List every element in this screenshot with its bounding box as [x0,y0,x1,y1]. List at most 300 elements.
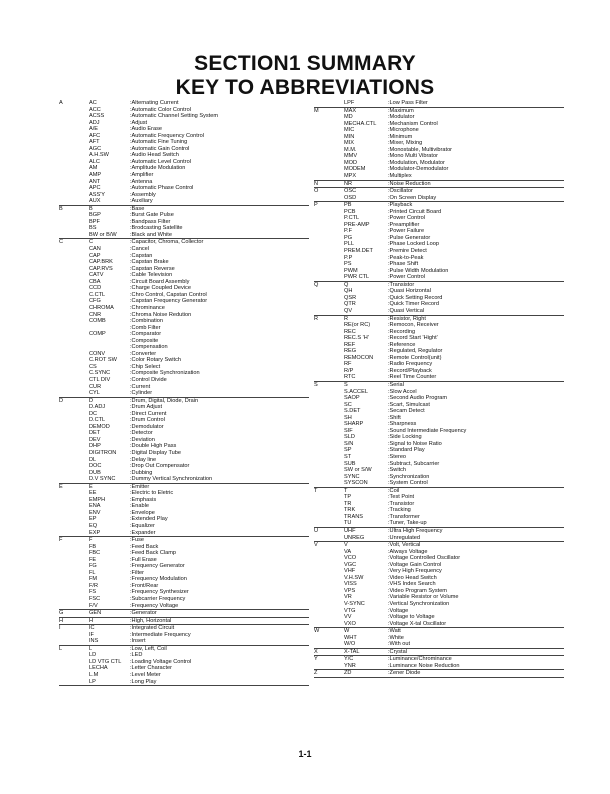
definition: :Serial [388,381,404,388]
abbreviation: VPS [344,587,356,594]
definition: :Frequency Voltage [130,602,179,609]
abbreviation: CS [89,363,97,370]
abbreviation: C.SYNC [89,370,111,377]
abbreviation: L [89,645,93,652]
group-letter [314,480,344,487]
definition: :With out [388,641,411,648]
abbreviation: EMPH [89,496,106,503]
abbreviation: PB [344,202,352,209]
abbreviation: ALC [89,158,100,165]
definition: :Cable Television [130,272,173,279]
abbreviation: REG [344,348,357,355]
group-letter [59,232,89,239]
definition: :Phase Locked Loop [388,241,440,248]
letter-group-q [314,282,564,316]
definition: :Full Erase [130,556,157,563]
abbreviation-row [59,530,309,537]
definition: :Antenna [130,178,153,185]
abbreviation: MIN [344,133,355,140]
definition: :Noise Reduction [388,180,431,187]
group-letter: A [59,100,63,106]
group-letter [314,274,344,281]
abbreviation: P.CTL [344,215,360,222]
abbreviation: DHP [89,443,101,450]
abbreviation: NR [344,180,353,187]
group-letter: R [314,315,319,322]
abbreviation: LD VTG CTL [89,658,122,665]
group-letter [314,195,344,202]
abbreviation: MAX [344,107,357,114]
abbreviation: SC [344,401,352,408]
definition: :Maximum [388,107,414,114]
group-letter [59,476,89,483]
letter-group-h [59,618,309,626]
abbreviation: PLL [344,241,354,248]
abbreviation: TRK [344,507,356,514]
definition: :Chrominance [130,304,165,311]
abbreviation: CTL DIV [89,376,111,383]
definition: :Enable [130,503,149,510]
abbreviation-column-right [314,100,564,678]
abbreviation: M.M. [344,146,357,153]
definition: :Scart, Simulcast [388,401,430,408]
definition: :Radio Frequency [388,361,433,368]
abbreviation: F [89,537,93,544]
definition: :Ultra High Frequency [388,528,443,534]
abbreviation: C [89,239,94,246]
abbreviation: AFT [89,139,100,146]
definition: :Frequency Modulation [130,576,187,583]
abbreviation: FM [89,576,98,583]
definition: :Feed Back [130,543,159,550]
definition: :Automatic Phase Control [130,185,194,192]
definition: :Alternating Current [130,100,179,106]
abbreviation: DEV [89,436,101,443]
abbreviation: ZD [344,670,352,677]
definition: :Multiplex [388,173,412,180]
group-letter: M [314,107,319,114]
definition: :Reel Time Counter [388,374,437,381]
definition: :Remocon, Receiver [388,322,439,329]
abbreviation: FBC [89,550,101,557]
abbreviation: FL [89,569,96,576]
definition: :Expander [130,529,156,536]
abbreviation: H [89,617,94,624]
letter-group-z [314,670,564,678]
definition: :Pulse Generator [388,234,431,241]
definition: :Playback [388,202,413,209]
abbreviation: VXO [344,620,356,627]
group-letter: P [314,202,318,209]
abbreviation: APC [89,185,101,192]
group-letter: U [314,528,319,534]
definition: :Reference [388,341,416,348]
abbreviation: PG [344,234,353,241]
definition: :Comparator [130,331,162,338]
abbreviation-row [314,663,564,670]
abbreviation: VTG [344,607,356,614]
definition: :Automatic Frequency Control [130,132,204,139]
definition: :Digital Display Tube [130,449,181,456]
definition: :Standard Play [388,447,425,454]
definition: :Synchronization [388,473,430,480]
abbreviation: PREM.DET [344,248,373,255]
abbreviation: X-TAL [344,648,360,655]
definition: :Equalizer [130,523,155,529]
definition: :Long Play [130,678,157,685]
letter-group-w [314,628,564,649]
abbreviation: PCB [344,208,356,215]
definition: :Current [130,383,151,390]
group-letter: T [314,487,318,494]
abbreviation: QH [344,288,353,295]
definition: :Delay line [130,456,157,463]
abbreviation: D [89,397,94,404]
letter-group-g [59,610,309,618]
definition: :Sound Intermediate Frequency [388,427,467,434]
definition: :Coil [388,487,400,494]
definition: :Generator [130,610,157,617]
abbreviation: DET [89,430,101,437]
abbreviation: MIX [344,140,354,147]
group-letter: H [59,617,64,624]
abbreviation: CBA [89,278,101,285]
abbreviation: CNR [89,311,102,318]
abbreviation: REF [344,341,356,348]
definition: :Burst Gate Pulse [130,212,174,219]
letter-group-v [314,542,564,628]
definition: :Voltage [388,607,409,614]
definition: :Second Audio Program [388,395,448,402]
abbreviation: SH [344,414,352,421]
abbreviation: V.H.SW [344,574,364,581]
abbreviation: C.CTL [89,291,106,298]
abbreviation: S.DET [344,408,361,415]
abbreviation: FE [89,556,97,563]
abbreviation: IC [89,625,95,632]
definition: :Double High Pass [130,443,177,450]
definition: :Insert [130,638,146,645]
definition: :Voltage Gain Control [388,561,442,568]
definition: :Capstan Brake [130,259,169,266]
abbreviation: VHF [344,568,356,575]
definition: :Emphasis [130,496,157,503]
abbreviation-row [314,100,564,107]
definition: :White [388,634,404,641]
abbreviation: OSD [344,194,357,201]
abbreviation: LD [89,652,97,659]
abbreviation: ADJ [89,119,100,126]
abbreviation: PRE-AMP [344,221,370,228]
abbreviation: L.M [89,672,99,679]
group-letter: O [314,188,319,195]
definition: :LED [130,652,143,659]
abbreviation: QV [344,307,353,314]
page-subtitle: KEY TO ABBREVIATIONS [175,76,435,99]
definition: :Frequency Synthesizer [130,589,189,596]
group-letter [59,638,89,645]
abbreviation-row [59,610,309,617]
abbreviation: MIC [344,127,355,134]
definition: :Record/Playback [388,367,432,374]
abbreviation: SIF [344,427,353,434]
definition: :Modulator [388,114,415,121]
abbreviation-row [314,274,564,281]
letter-group-t [314,488,564,528]
definition: :Letter Character [130,665,172,672]
group-letter: C [59,239,64,246]
abbreviation: CAP.BRK [89,259,113,266]
group-letter: X [314,648,318,655]
section-title: SECTION1 SUMMARY [194,52,416,75]
definition: :Printed Circuit Board [388,208,442,215]
abbreviation: VR [344,594,352,601]
definition: :Test Point [388,494,415,501]
abbreviation: COMB [89,318,106,325]
definition: :Color Rotary Switch [130,357,181,364]
abbreviation: EXP [89,529,101,536]
abbreviation: AMP [89,172,102,179]
definition: :Dubbing [130,469,153,476]
definition: :Volt, Vertical [388,542,421,549]
abbreviation: DL [89,456,97,463]
group-letter: Q [314,281,319,288]
definition: :Quick Setting Record [388,294,443,301]
abbreviation-row [59,618,309,625]
abbreviation: ASS'Y [89,191,105,198]
abbreviation: R/P [344,367,354,374]
definition: :Capstan [130,252,153,259]
definition: :Assembly [130,191,156,198]
definition: :Control Divide [130,376,167,383]
abbreviation: EP [89,516,97,523]
abbreviation-row [59,679,309,686]
definition: :Bandpass Filter [130,218,171,225]
abbreviation: VCO [344,555,357,562]
definition: :Low, Left, Coil [130,645,167,652]
abbreviation: TU [344,520,352,527]
abbreviation-row [59,476,309,483]
definition: :Combination [130,318,163,325]
abbreviation-row [314,670,564,677]
abbreviation: F/R [89,582,99,589]
abbreviation: SUB [344,460,356,467]
abbreviation: LPF [344,100,355,106]
abbreviation: CCD [89,285,102,292]
group-letter: N [314,180,319,187]
definition: :Switch [388,467,407,474]
letter-group-o [314,188,564,202]
abbreviation: P.P [344,254,353,261]
definition: :Automatic Level Control [130,158,191,165]
group-letter: D [59,397,64,404]
abbreviation: SYNC [344,473,360,480]
definition: :Electric to Eletric [130,490,174,497]
abbreviation: VISS [344,581,357,588]
definition: :Direct Current [130,410,167,417]
group-letter [59,390,89,397]
group-letter [314,621,344,628]
abbreviation: ANT [89,178,101,185]
definition: :Capacitor, Chroma, Collector [130,239,204,246]
abbreviation: BPF [89,218,100,225]
abbreviation: FSC [89,596,101,603]
abbreviation: BS [89,225,97,232]
definition: :Power Control [388,274,425,281]
definition: :Side Locking [388,434,422,441]
definition: :Sharpness [388,421,417,428]
abbreviation: AUX [89,198,101,205]
group-letter [314,663,344,670]
definition: :Capstan Frequency Generator [130,298,208,305]
letter-group-m [314,108,564,181]
definition: :Brodcasting Satellite [130,225,183,232]
abbreviation: FB [89,543,97,550]
abbreviation: FG [89,563,97,570]
group-letter: F [59,537,63,544]
abbreviation: ENV [89,509,101,516]
definition: :Mono Multi Vibrator [388,153,438,160]
abbreviation: T [344,487,348,494]
definition: :Drum, Digital, Diode, Drain [130,397,199,404]
abbreviation: REC.S 'H' [344,335,369,342]
abbreviation: S/N [344,440,354,447]
definition: :Envelope [130,509,155,516]
abbreviation: D.V SYNC [89,476,116,483]
abbreviation: MOD [344,159,358,166]
definition: :Comb Filter [130,324,161,331]
definition: :Very High Frequency [388,568,442,575]
letter-group-l [59,646,309,686]
abbreviation: TP [344,494,352,501]
abbreviation: BGP [89,212,101,219]
abbreviation-row [314,480,564,487]
abbreviation: FS [89,589,97,596]
abbreviation: CATV [89,272,104,279]
abbreviation: SLD [344,434,355,441]
definition: :Drop Out Compensator [130,463,190,470]
group-letter: S [314,381,318,388]
abbreviation: DEMOD [89,423,110,430]
abbreviation: CAN [89,246,101,253]
abbreviation-row [59,638,309,645]
abbreviation: S.ACCEL [344,388,368,395]
group-letter: E [59,483,63,490]
definition: :Voltage X-tal Oscillator [388,620,447,627]
definition: :Front/Rear [130,582,159,589]
abbreviation: ENA [89,503,101,510]
abbreviation-row [59,232,309,239]
definition: :Resistor, Right [388,315,426,322]
abbreviation: EE [89,490,97,497]
letter-group-continued [314,100,564,108]
letter-group-d [59,398,309,484]
definition: :Slow Accel [388,388,417,395]
abbreviation: DC [89,410,98,417]
letter-group-b [59,206,309,240]
definition: :Power Control [388,215,425,222]
abbreviation: AC [89,100,97,106]
group-letter [59,198,89,205]
abbreviation: LP [89,678,96,685]
definition: :Recording [388,328,416,335]
abbreviation-row [314,173,564,180]
abbreviation: CFG [89,298,101,305]
definition: :Luminance/Chrominance [388,656,452,663]
definition: :Feed Back Clamp [130,550,177,557]
definition: :Stereo [388,453,407,460]
abbreviation: P.F [344,228,352,235]
abbreviation: S [344,381,348,388]
abbreviation: B [89,205,93,212]
definition: :Composite Synchronization [130,370,200,377]
definition: :Preamplifier [388,221,420,228]
abbreviation: VGC [344,561,357,568]
abbreviation: INS [89,638,99,645]
abbreviation: RTC [344,374,356,381]
abbreviation: A.H.SW [89,152,109,159]
group-letter [314,535,344,542]
definition: :Transistor [388,281,415,288]
letter-group-a [59,100,309,206]
definition: :Oscillator [388,188,413,195]
abbreviation: BW or B/W [89,231,117,238]
abbreviation: UHF [344,528,356,534]
definition: :Pulse Width Modulation [388,267,449,274]
definition: :Audio Head Switch [130,152,179,159]
abbreviation: REMOCON [344,354,374,361]
group-letter [314,641,344,648]
definition: :Always Voltage [388,548,428,555]
definition: :Cancel [130,246,149,253]
definition: :Converter [130,350,157,357]
definition: :Phase Shift [388,261,419,268]
abbreviation-row [314,308,564,315]
abbreviation: E [89,483,93,490]
abbreviation: CYL [89,390,100,397]
abbreviation: UNREG [344,534,365,541]
letter-group-p [314,202,564,282]
group-letter [314,308,344,315]
definition: :Cylinder [130,390,153,397]
definition: :Fuse [130,537,144,544]
abbreviation: C.ROT SW [89,357,117,364]
definition: :Demodulator [130,423,164,430]
abbreviation: SP [344,447,352,454]
abbreviation: OSC [344,188,357,195]
abbreviation-row [59,198,309,205]
definition: :Automatic Fine Tuning [130,139,188,146]
definition: :Drum Adjust [130,404,163,411]
abbreviation: SW or S/W [344,467,372,474]
group-letter [314,100,344,107]
definition: :Deviation [130,436,155,443]
group-letter: Y [314,656,318,663]
letter-group-u [314,528,564,542]
definition: :Remote Control(unit) [388,354,442,361]
definition: :Charge Coupled Device [130,285,191,292]
definition: :Extended Play [130,516,168,523]
group-letter: Z [314,670,318,677]
abbreviation: DIGITRON [89,449,117,456]
abbreviation: DUB [89,469,101,476]
abbreviation: W [344,628,350,635]
group-letter [314,173,344,180]
group-letter: V [314,542,318,549]
definition: :Audio Erase [130,126,163,133]
definition: :Chip Select [130,363,161,370]
definition: :Microphone [388,127,419,134]
